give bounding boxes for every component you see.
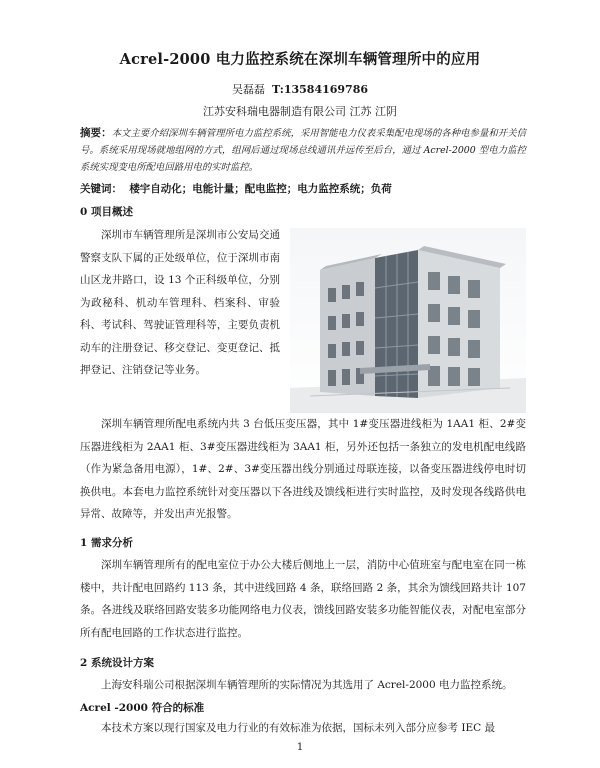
- abstract-label: 摘要：: [80, 127, 112, 139]
- keywords: [80, 181, 526, 196]
- section-2-paragraph: 上海安科瑞公司根据深圳车辆管理所的实际情况为其选用了 Acrel-2000 电力监控系统。: [101, 679, 513, 691]
- subsection-paragraph: 本技术方案以现行国家及电力行业的有效标准为依据，国标未列入部分应参考 IEC 最: [101, 722, 496, 734]
- paper-title: Acrel-2000 电力监控系统在深圳车辆管理所中的应用: [119, 51, 481, 68]
- page-number: 1: [296, 742, 304, 753]
- abstract-text: 本文主要介绍深圳车辆管理所电力监控系统，采用智能电力仪表采集配电现场的各种电参量和开关信号。系统采用现场就地组网的方式，组网后通过现场总线通讯并远传至后台，通过 Acrel-2000 型电力监控系统实现变电所配电回路用电的实时监控。: [80, 128, 526, 173]
- affiliation: 江苏安科瑞电器制造有限公司 江苏 江阴: [203, 105, 397, 118]
- section-1-heading: 1 需求分析: [80, 537, 133, 549]
- section-1-paragraph: 深圳车辆管理所有的配电室位于办公大楼后侧地上一层，消防中心值班室与配电室在同一栋楼中，共计配电回路约 113 条，其中进线回路 4 条，联络回路 2 条，其余为馈线回路共计 107 条。各进线及联络回路安装多功能网络电力仪表，馈线回路安装多功能智能仪表，对配电室部分所有配电回路的工作状态进行监控。: [80, 559, 526, 639]
- section-0-heading: 0 项目概述: [80, 206, 133, 218]
- author-phone: T:13584169786: [271, 83, 369, 96]
- section-0-paragraph-1: 深圳市车辆管理所是深圳市公安局交通警察支队下属的正处级单位，位于深圳市南山区龙井路口，设 13 个正科级单位，分别为政秘科、机动车管理科、档案科、审验科、考试科、驾驶证管理科等，主要负责机动车的注册登记、移交登记、变更登记、抵押登记、注销登记等业务。: [80, 229, 280, 376]
- keywords-label: 关键词：: [80, 183, 122, 195]
- building-photo: [290, 228, 526, 413]
- keywords-text: 楼宇自动化；电能计量；配电监控；电力监控系统；负荷: [129, 183, 392, 195]
- author-line: [0, 81, 600, 97]
- section-0-paragraph-2: 深圳车辆管理所配电系统内共 3 台低压变压器，其中 1#变压器进线柜为 1AA1 柜、2#变压器进线柜为 2AA1 柜、3#变压器进线柜为 3AA1 柜，另外还包括一条独立的发电机配电线路（作为紧急备用电源），1#、2#、3#变压器出线分别通过母联连接，以备变压器进线停电时切换供电。本套电力监控系统针对变压器以下各进线及馈线柜进行实时监控，及时发现各线路供电异常、故障等，并发出声光报警。: [80, 418, 526, 520]
- abstract: [80, 125, 526, 176]
- section-2-heading: 2 系统设计方案: [80, 657, 154, 669]
- subsection-heading: Acrel -2000 符合的标准: [80, 702, 205, 714]
- author-name: 吴磊磊: [231, 83, 265, 96]
